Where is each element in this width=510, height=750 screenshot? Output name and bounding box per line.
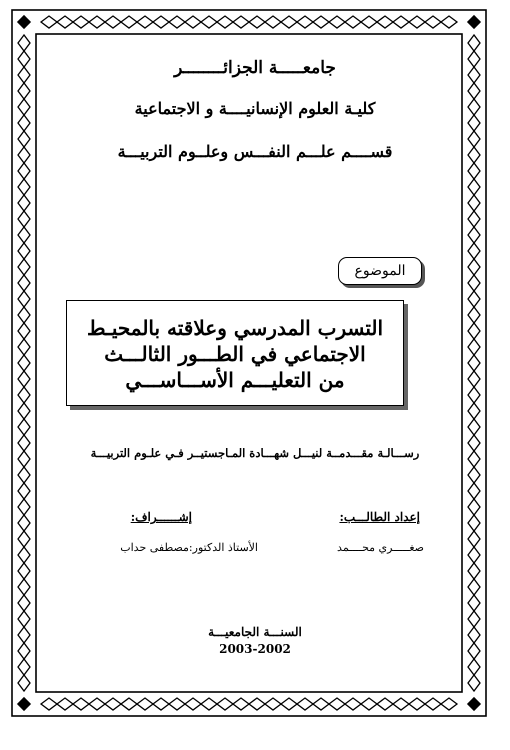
university-name: جامعـــــة الجزائــــــــر xyxy=(174,58,336,78)
student-name: صغـــــري محــــمد xyxy=(337,541,424,554)
thesis-statement: رســـالـة مقـــدمــة لنيـــل شهـــادة المـاجستيــر فـي علـوم التربيـــة xyxy=(90,446,420,460)
title-line-1: التسرب المدرسي وعلاقته بالمحيـط xyxy=(86,316,384,340)
department-name: قســــم علـــم النفـــس وعلــوم التربيـــة xyxy=(117,142,393,161)
subject-label: الموضوع xyxy=(354,263,406,279)
supervisor-name: الأستاذ الدكتور:مصطفى حداب xyxy=(120,541,258,554)
thesis-title-box xyxy=(66,300,404,406)
subject-label-box xyxy=(338,257,422,285)
faculty-name: كليـة العلوم الإنسانيــــة و الاجتماعية xyxy=(134,99,376,118)
academic-year-label: السنـــة الجامعيـــة xyxy=(208,625,302,639)
title-line-3: من التعليـــم الأســـاســـي xyxy=(125,368,345,392)
prepared-by-label: إعداد الطالـــب: xyxy=(339,510,420,524)
title-line-2: الاجتماعي في الطـــور الثالـــث xyxy=(104,342,366,366)
academic-year-value: 2003-2002 xyxy=(219,642,291,656)
supervision-label: إشــــــراف: xyxy=(130,510,192,524)
